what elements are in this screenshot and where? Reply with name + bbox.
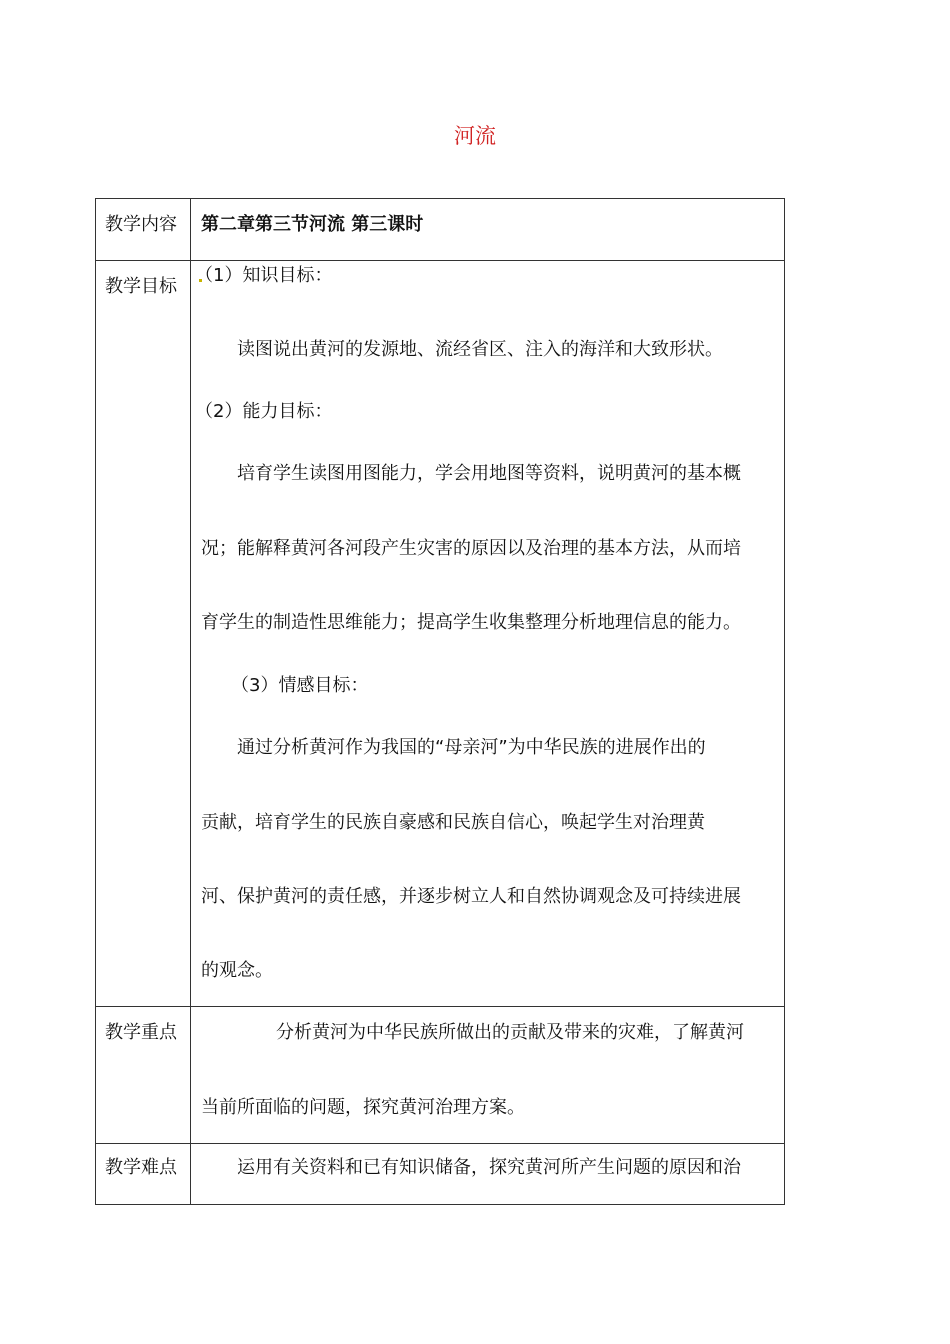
objective-heading-emotion: （3）情感目标：: [231, 675, 369, 696]
content-cell: [191, 199, 784, 260]
content-cell: [191, 261, 784, 1006]
label-cell: [96, 1144, 191, 1204]
row-label-objectives: 教学目标: [105, 276, 177, 297]
objective-line: 河、保护黄河的责任感，并逐步树立人和自然协调观念及可持续进展: [201, 886, 741, 907]
label-cell: [96, 199, 191, 260]
page-title: 河流: [454, 124, 496, 148]
objective-line: 况；能解释黄河各河段产生灾害的原因以及治理的基本方法，从而培: [201, 538, 741, 559]
table-row-content: [96, 199, 784, 261]
objective-line: 读图说出黄河的发源地、流经省区、注入的海洋和大致形状。: [237, 339, 723, 360]
key-point-line: 当前所面临的问题，探究黄河治理方案。: [201, 1097, 525, 1118]
label-cell: [96, 1007, 191, 1143]
objective-line: 贡献，培育学生的民族自豪感和民族自信心，唤起学生对治理黄: [201, 812, 705, 833]
objective-line: 通过分析黄河作为我国的“母亲河”为中华民族的进展作出的: [237, 737, 706, 758]
objective-line: 培育学生读图用图能力，学会用地图等资料，说明黄河的基本概: [237, 463, 741, 484]
objective-line: 的观念。: [201, 960, 273, 981]
row-label-content: 教学内容: [105, 214, 177, 235]
content-cell: [191, 1144, 784, 1204]
objective-heading-knowledge: （1）知识目标：: [195, 265, 333, 286]
table-row-difficulties: [96, 1144, 784, 1204]
content-cell: [191, 1007, 784, 1143]
table-row-key-points: [96, 1007, 784, 1144]
difficulty-line: 运用有关资料和已有知识储备，探究黄河所产生问题的原因和治: [237, 1157, 741, 1178]
row-label-key-points: 教学重点: [105, 1022, 177, 1043]
lesson-plan-table: [95, 198, 785, 1205]
objective-line: 育学生的制造性思维能力；提高学生收集整理分析地理信息的能力。: [201, 612, 741, 633]
lesson-topic: 第二章第三节河流 第三课时: [201, 214, 424, 235]
label-cell: [96, 261, 191, 1006]
row-label-difficulties: 教学难点: [105, 1157, 177, 1178]
objective-heading-ability: （2）能力目标：: [195, 401, 333, 422]
table-row-objectives: [96, 261, 784, 1007]
key-point-line: 分析黄河为中华民族所做出的贡献及带来的灾难，了解黄河: [276, 1022, 744, 1043]
